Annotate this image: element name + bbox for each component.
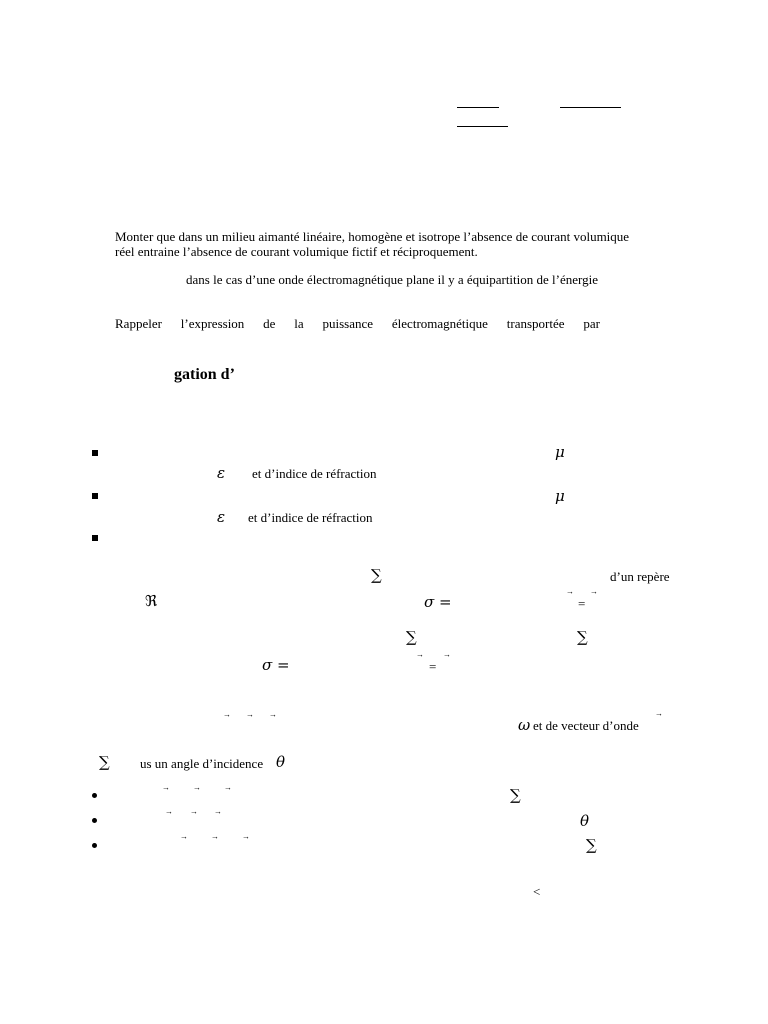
fraktur-r-symbol: ℜ	[145, 592, 158, 610]
p3-word: par	[583, 316, 600, 331]
vector-arrow: →	[443, 650, 451, 659]
bullet-dot-2	[92, 818, 97, 823]
vector-arrow: →	[162, 783, 170, 792]
p3-word: transportée	[506, 316, 565, 331]
vector-arrow: →	[223, 710, 231, 719]
vector-arrow: →	[180, 832, 188, 841]
section-heading: gation d’	[174, 366, 235, 383]
list-item-2-continuation: et d’indice de réfraction	[248, 510, 373, 525]
repere-text: d’un repère	[610, 569, 670, 584]
sum-symbol: ∑	[406, 628, 417, 646]
paragraph-1-line-1: Monter que dans un milieu aimanté linéaire, homogène et isotrope l’absence de courant volumique	[115, 229, 630, 244]
header-rule-2	[560, 107, 621, 108]
vector-arrow: →	[224, 783, 232, 792]
bullet-dot-3	[92, 843, 97, 848]
theta-symbol: θ	[580, 812, 590, 830]
sum-symbol: ∑	[586, 836, 597, 854]
equals-sign: =	[578, 596, 586, 611]
vector-arrow: →	[655, 709, 663, 718]
vector-arrow: →	[165, 807, 173, 816]
list-item-1-continuation: et d’indice de réfraction	[252, 466, 377, 481]
p3-word: Rappeler	[115, 316, 162, 331]
vector-arrow: →	[193, 783, 201, 792]
sum-symbol: ∑	[371, 566, 382, 584]
sum-symbol: ∑	[510, 786, 521, 804]
incidence-angle-text: us un angle d’incidence	[140, 756, 264, 771]
vector-arrow: →	[211, 832, 219, 841]
p3-word: la	[294, 316, 304, 331]
epsilon-symbol: ε	[217, 464, 226, 482]
vector-arrow: →	[214, 807, 222, 816]
bullet-square-2	[92, 493, 98, 499]
paragraph-1-line-2: réel entraine l’absence de courant volumique fictif et réciproquement.	[115, 244, 478, 259]
p3-word: l’expression	[180, 316, 245, 331]
theta-symbol: θ	[276, 753, 286, 771]
header-rule-1	[457, 107, 499, 108]
bullet-dot-1	[92, 793, 97, 798]
bullet-square-3	[92, 535, 98, 541]
vector-arrow: →	[242, 832, 250, 841]
equals-sign: =	[429, 659, 437, 674]
sigma-equation-1: σ =	[424, 593, 452, 611]
p3-word: électromagnétique	[391, 316, 488, 331]
mu-symbol: μ	[555, 487, 565, 505]
mu-symbol: μ	[555, 443, 565, 461]
vector-arrow: →	[269, 710, 277, 719]
vector-arrow: →	[246, 710, 254, 719]
header-rule-3	[457, 126, 508, 127]
sigma-equation-2: σ =	[262, 656, 290, 674]
epsilon-symbol: ε	[217, 508, 226, 526]
vector-arrow: →	[190, 807, 198, 816]
vector-arrow: →	[590, 587, 598, 596]
vector-arrow: →	[566, 587, 574, 596]
sum-symbol: ∑	[577, 628, 588, 646]
paragraph-2: dans le cas d’une onde électromagnétique plane il y a équipartition de l’énergie	[186, 272, 598, 287]
bullet-square-1	[92, 450, 98, 456]
less-than-sign: <	[533, 884, 541, 899]
vector-arrow: →	[416, 650, 424, 659]
wave-vector-text: et de vecteur d’onde	[533, 718, 639, 733]
sum-symbol: ∑	[99, 753, 110, 771]
p3-word: de	[263, 316, 276, 331]
p3-word: puissance	[322, 316, 374, 331]
paragraph-3	[115, 316, 600, 331]
omega-symbol: ω	[518, 716, 531, 734]
